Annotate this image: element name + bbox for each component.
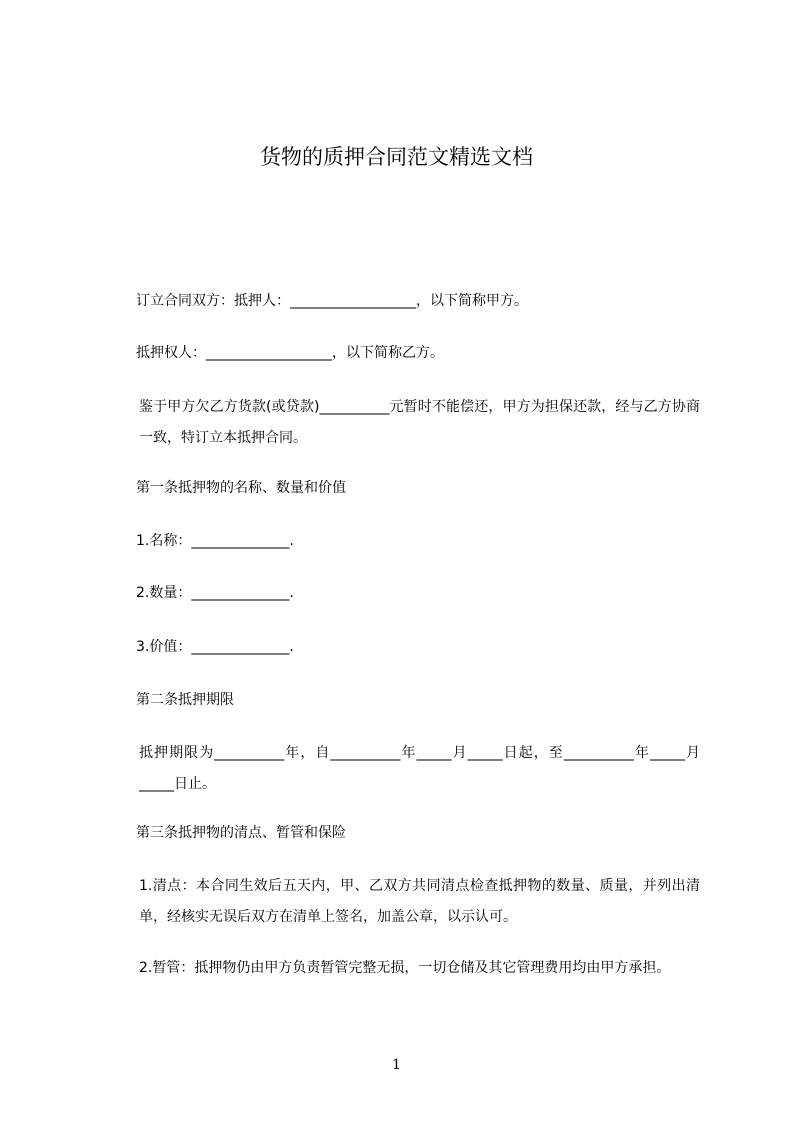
item-name-line: 1.名称：______________. (136, 533, 294, 549)
document-title: 货物的质押合同范文精选文档 (260, 145, 533, 169)
article-2-heading: 第二条抵押期限 (136, 692, 234, 708)
contract-parties-paragraph: 订立合同双方：抵押人：__________________，以下简称甲方。 (136, 293, 528, 309)
item-value-line: 3.价值：______________. (136, 639, 294, 655)
inventory-paragraph: 1.清点：本合同生效后五天内，甲、乙双方共同清点检查抵押物的数量、质量，并列出清单，经核实无误后双方在清单上签名，加盖公章，以示认可。 (139, 878, 700, 925)
mortgagee-paragraph: 抵押权人：__________________，以下简称乙方。 (136, 345, 444, 361)
preamble-paragraph: 鉴于甲方欠乙方货款(或贷款)__________元暂时不能偿还，甲方为担保还款，经与乙方协商一致，特订立本抵押合同。 (139, 399, 700, 446)
page-number: 1 (392, 1057, 401, 1073)
term-paragraph: 抵押期限为__________年，自__________年_____月_____日起，至__________年_____月_____日止。 (139, 745, 700, 792)
article-1-heading: 第一条抵押物的名称、数量和价值 (136, 480, 346, 496)
item-quantity-line: 2.数量：______________. (136, 585, 294, 601)
custody-paragraph: 2.暂管：抵押物仍由甲方负责暂管完整无损，一切仓储及其它管理费用均由甲方承担。 (139, 960, 671, 976)
article-3-heading: 第三条抵押物的清点、暂管和保险 (136, 825, 346, 841)
